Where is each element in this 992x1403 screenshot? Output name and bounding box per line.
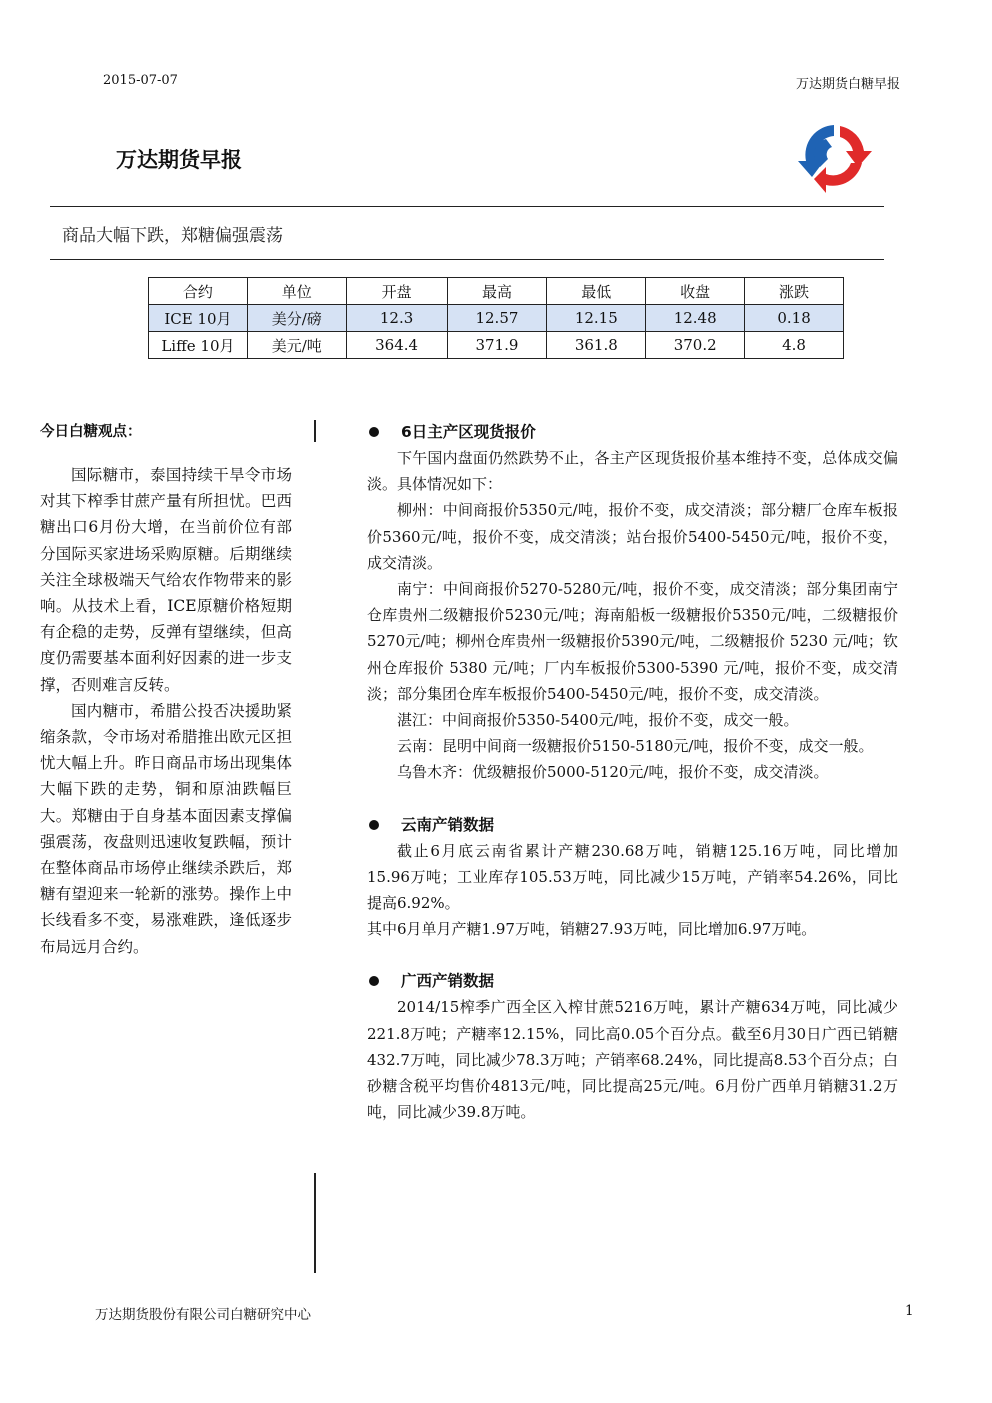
column-divider — [314, 1173, 316, 1273]
spot-price-paragraph: 云南：昆明中间商一级糖报价5150-5180元/吨，报价不变，成交一般。 — [397, 737, 874, 756]
table-cell: ICE 10月 — [149, 305, 248, 332]
table-cell: 0.18 — [745, 305, 844, 332]
col-header-unit: 单位 — [247, 278, 346, 305]
table-cell: 364.4 — [346, 332, 447, 359]
col-header-change: 涨跌 — [745, 278, 844, 305]
table-cell: 美分/磅 — [247, 305, 346, 332]
yunnan-data-paragraph: 截止6月底云南省累计产糖230.68万吨，销糖125.16万吨，同比增加15.96万吨；工业库存105.53万吨，同比减少15万吨，产销率54.26%，同比提高6.92%。 — [367, 841, 898, 913]
footer-company: 万达期货股份有限公司白糖研究中心 — [95, 1307, 311, 1323]
table-cell: 370.2 — [646, 332, 745, 359]
bullet-icon — [369, 427, 379, 437]
table-cell: 12.57 — [447, 305, 547, 332]
market-data-column — [367, 419, 898, 1125]
table-row — [149, 332, 844, 359]
table-cell: 12.15 — [547, 305, 646, 332]
col-header-low: 最低 — [547, 278, 646, 305]
col-header-close: 收盘 — [646, 278, 745, 305]
bullet-icon — [369, 976, 379, 986]
col-header-high: 最高 — [447, 278, 547, 305]
table-row — [149, 305, 844, 332]
wanda-futures-logo-icon — [796, 117, 872, 193]
spot-price-paragraph: 乌鲁木齐：优级糖报价5000-5120元/吨，报价不变，成交清淡。 — [397, 763, 829, 782]
table-cell: 美元/吨 — [247, 332, 346, 359]
table-cell: 361.8 — [547, 332, 646, 359]
section-heading — [367, 419, 898, 445]
daily-view-heading: 今日白糖观点： — [40, 424, 142, 440]
section-title: 广西产销数据 — [401, 972, 495, 991]
table-cell: 12.3 — [346, 305, 447, 332]
col-header-contract: 合约 — [149, 278, 248, 305]
guangxi-data-paragraph: 2014/15榨季广西全区入榨甘蔗5216万吨，累计产糖634万吨，同比减少221.8万吨；产糖率12.15%，同比高0.05个百分点。截至6月30日广西已销糖432.7万吨，同比减少78.3万吨；产销率68.24%，同比提高8.53个百分点；白砂糖含税平均售价4813元/吨，同比提高25元/吨。6月份广西单月销糖31.2万吨，同比减少39.8万吨。 — [367, 998, 898, 1122]
spot-price-paragraph: 南宁：中间商报价5270-5280元/吨，报价不变，成交清淡；部分集团南宁仓库贵州二级糖报价5230元/吨；海南船板一级糖报价5350元/吨，二级糖报价5270元/吨；柳州仓库贵州一级糖报价5390元/吨，二级糖报价 5230 元/吨；钦州仓库报价 5380 元/吨；厂内车板报价5300-5390 元/吨，报价不变，成交清淡；部分集团仓库车板报价5400-5450元/吨，报价不变，成交清淡。 — [367, 580, 898, 703]
table-cell: Liffe 10月 — [149, 332, 248, 359]
spot-price-paragraph: 下午国内盘面仍然跌势不止，各主产区现货报价基本维持不变，总体成交偏淡。具体情况如下： — [367, 449, 898, 494]
yunnan-monthly-line: 其中6月单月产糖1.97万吨，销糖27.93万吨，同比增加6.97万吨。 — [367, 920, 817, 939]
international-market-paragraph: 国际糖市，泰国持续干旱令市场对其下榨季甘蔗产量有所担忧。巴西糖出口6月份大增，在当前价位有部分国际买家进场采购原糖。后期继续关注全球极端天气给农作物带来的影响。从技术上看，ICE原糖价格短期有企稳的走势，反弹有望继续，但高度仍需要基本面利好因素的进一步支撑，否则难言反转。 — [40, 466, 292, 694]
report-date: 2015-07-07 — [103, 73, 178, 88]
report-name: 万达期货白糖早报 — [795, 77, 900, 92]
headline-divider — [50, 259, 884, 260]
table-cell: 371.9 — [447, 332, 547, 359]
daily-view-column — [40, 420, 292, 960]
table-cell: 4.8 — [745, 332, 844, 359]
column-divider — [314, 420, 316, 442]
section-title: 云南产销数据 — [401, 815, 495, 834]
bullet-icon — [369, 820, 379, 830]
headline: 商品大幅下跌，郑糖偏强震荡 — [62, 226, 283, 246]
top-divider — [50, 206, 884, 207]
section-title: 6日主产区现货报价 — [401, 423, 536, 441]
table-cell: 12.48 — [646, 305, 745, 332]
domestic-market-paragraph: 国内糖市，希腊公投否决援助紧缩条款，令市场对希腊推出欧元区担忧大幅上升。昨日商品市场出现集体大幅下跌的走势，铜和原油跌幅巨大。郑糖由于自身基本面因素支撑偏强震荡，夜盘则迅速收复跌幅，预计在整体商品市场停止继续杀跌后，郑糖有望迎来一轮新的涨势。操作上中长线看多不变，易涨难跌，逢低逐步布局远月合约。 — [40, 701, 292, 956]
section-heading — [367, 968, 898, 994]
quote-table-header — [149, 278, 844, 305]
section-heading — [367, 812, 898, 838]
quote-table — [148, 277, 844, 359]
spot-price-paragraph: 柳州：中间商报价5350元/吨，报价不变，成交清淡；部分糖厂仓库车板报价5360元/吨，报价不变，成交清淡；站台报价5400-5450元/吨，报价不变，成交清淡。 — [367, 501, 898, 572]
spot-price-paragraph: 湛江：中间商报价5350-5400元/吨，报价不变，成交一般。 — [397, 711, 799, 730]
col-header-open: 开盘 — [346, 278, 447, 305]
page-title: 万达期货早报 — [116, 148, 242, 172]
page-number: 1 — [905, 1303, 914, 1319]
